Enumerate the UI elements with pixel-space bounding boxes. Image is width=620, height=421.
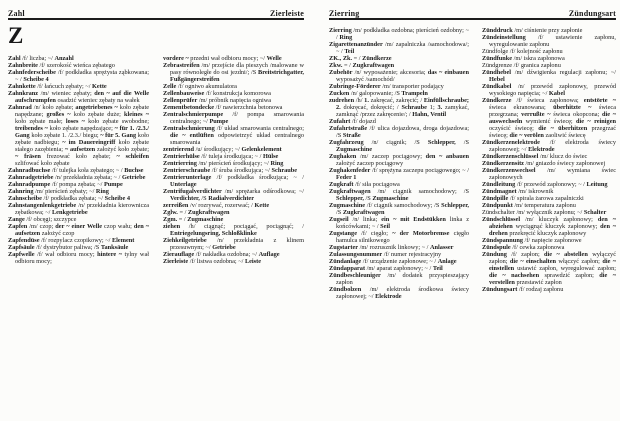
dictionary-entry: Zierring /m/ podkładka ozdobna; pierścień ozdobny; ~ / Ring <box>329 27 469 41</box>
dictionary-entry: Zugfahrzeug /n/ ciągnik; /S Schlepper, /S Zugmaschine <box>329 139 469 153</box>
dictionary-entry: Zentrifugalverdichter /m/ sprężarka odśrodkowa; ~/ Verdichter, /S Radialverdichter <box>163 188 304 202</box>
dictionary-entry: Zündung /f/ zapłon; die ~ abstellen wyłączyć zapłon; die ~ einschalten włączyć zapłon; die ~ einstellen ustawić zapłon, wyregulować zapłon; die ~ nachsehen sprawdzić zapłon; die ~ verstellen przestawić zapłon <box>482 251 616 286</box>
dictionary-entry: Zahnkranz /m/ wieniec zębaty; den ~ auf die Welle aufschrumpfen osadzić wieniec zębaty na wałek <box>8 90 149 104</box>
dictionary-entry: Zughaken /m/ zaczep pociągowy; den ~ anbauen założyć zaczep pociągowy <box>329 153 469 167</box>
dictionary-entry: Zentralschmierung /f/ układ smarowania centralnego; die ~ entlüften odpowietrzyć układ centralnego smarowania <box>163 125 304 146</box>
dictionary-entry: Zebrastreifen /m/ przejście dla pieszych /malowane w pasy równoległe do osi jezdni/; /S Breitstrichgatter, Fußgängerstreifen <box>163 62 304 83</box>
dictionary-entry: Zündschalter /m/ wyłącznik zapłonu; ~/ Schalter <box>482 209 607 216</box>
dictionary-entry: Zündbeschleuniger /m/ dodatek przyspieszający zapłon <box>329 272 469 286</box>
dictionary-entry: ZK., Zk. = / Zündkerze <box>329 55 392 62</box>
dictionary-entry: Zugstange /f/ cięgło; ~ der Motorbremse cięgło hamulca silnikowego <box>329 230 469 244</box>
dictionary-entry: Zellenprüfer /m/ próbnik napięcia ogniwa <box>163 97 272 104</box>
dictionary-entry: Zündschlüssel /m/ kluczyk zapłonowy; den ~ abziehen wyciągnąć kluczyk zapłonowy; den ~ drehen przekręcić kluczyk zapłonowy <box>482 216 616 237</box>
dictionary-entry: Zigarettenanzünder /m/ zapalniczka /samochodowa/; ~ / Teil <box>329 41 469 55</box>
dictionary-entry: Zahnrad /n/ koło zębate; angetriebenes ~ koło zębate napędzane; großes ~ koło zębate duże; kleines ~ koło zębate małe; loses ~ koło zębate swobodne; treibendes ~ koło zębate napędzające; ~ für 1. /2.3./ Gang koło zębate 1. /2.3./ biegu; ~ für 5. Gang koło zębate nadbiegu; ~ im Dauereingriff koło zębate stałego zazębienia; ~ aufsetzen założyć koło zębate; ~ fräsen frezować koło zębate; ~ schleifen szlifować koło zębate <box>8 104 150 167</box>
dictionary-entry: Zahnbreite /f/ szerokość wieńca zębatego <box>8 62 115 69</box>
dictionary-entry: Zughakenfeder /f/ sprężyna zaczepu pociągowego; ~ / Feder 1 <box>329 167 469 181</box>
text-column-4 <box>482 27 616 293</box>
dictionary-entry: zerreißen /v/ rozrywać, rozerwać; / Kette <box>163 202 270 209</box>
dictionary-entry: Zündkerze /f/ świeca zapłonowa; entstörte ~ świeca ekranowana; überhitzte ~ świeca przegrzana; verrußte ~ świeca okopcona; die ~ auswechseln wymienić świecę; die ~ reinigen oczyścić świecę; die ~ überhitzen przegrzać świecę; die ~ verölen zaoliwić świecę <box>482 97 617 139</box>
guide-word-first-left: Zahl <box>8 9 25 18</box>
dictionary-entry: Zglw. = / Zugkraftwagen <box>163 209 230 216</box>
dictionary-entry: Zündkerzenelektrode /f/ elektroda świecy zapłonowej; ~/ Elektrode <box>482 139 616 153</box>
dictionary-entry: Zündfolge /f/ kolejność zapłonu <box>482 48 563 55</box>
dictionary-entry: Zündspule /f/ cewka zapłonowa <box>482 244 565 251</box>
guide-word-last-left: Zierleiste <box>270 9 304 18</box>
text-column-3 <box>329 27 469 300</box>
dictionary-entry: Zentrierunterlage /f/ podkładka środkująca; ~ / Unterlage <box>163 174 304 188</box>
dictionary-entry: Zellenbauweise /f/ konstrukcja komorowa <box>163 90 271 97</box>
dictionary-entry: vordere ~ przedni wał odbioru mocy; ~/ Welle <box>163 55 282 62</box>
dictionary-entry: Zentralschmierpumpe /f/ pompa smarowania centralnego; ~/ Pumpe <box>163 111 304 125</box>
dictionary-entry: Zufahrtstraße /f/ ulica dojazdowa, droga dojazdowa; /S Straße <box>329 125 469 139</box>
dictionary-entry: Zapfen /m/ czop; der ~ einer Welle czop wału; den ~ aufsetzen założyć czop <box>8 223 149 237</box>
dictionary-entry: Zündmagnet /m/ iskrownik <box>482 188 554 195</box>
dictionary-entry: Zündhebel /m/ dźwigienka regulacji zapłonu; ~/ Hebel <box>482 69 616 83</box>
dictionary-entry: Zufahrt /f/ dojazd <box>329 118 376 125</box>
dictionary-entry: Zugkraft /f/ siła pociągowa <box>329 181 400 188</box>
dictionary-entry: Zugkraftwagen /m/ ciągnik samochodowy; /S Schlepper, /S Zugmaschine <box>329 188 469 202</box>
dictionary-entry: Zahnfederscheibe /f/ podkładka sprężysta ząbkowana; ~ / Scheibe 4 <box>8 69 149 83</box>
dictionary-entry: Zündpunkt /m/ temperatura zapłonu <box>482 202 576 209</box>
dictionary-entry: Zündkerzensitz /m/ gniazdo świecy zapłonowej <box>482 160 606 167</box>
dictionary-entry: Zementbetondecke /f/ nawierzchnia betonowa <box>163 104 283 111</box>
dictionary-entry: Zentrierring /m/ pierścień środkujący; ~/ Ring <box>163 160 284 167</box>
dictionary-entry: Ziehkeilgetriebe /n/ przekładnia z klinem przesuwnym; ~/ Getriebe <box>163 237 304 251</box>
dictionary-entry: Zubehör /n/ wyposażenie; akcesoria; das ~ einbauen wyposażyć /samochód/ <box>329 69 469 83</box>
text-column-2 <box>163 55 304 265</box>
dictionary-entry: Zündeinstellung /f/ ustawienie zapłonu, wyregulowanie zapłonu <box>482 34 616 48</box>
dictionary-entry: Zahnring /m/ pierścień zębaty; ~/ Ring <box>8 188 109 195</box>
dictionary-entry: zentrierend /u/ środkujący; ~/ Gelenkelement <box>163 146 282 153</box>
dictionary-entry: Zgm. = / Zugmaschine <box>163 216 224 223</box>
dictionary-entry: Zündanlage /f/ urządzenie zapłonowe; ~ / Anlage <box>329 258 457 265</box>
dictionary-entry: Zubringe-Förderer /m/ transporter podający <box>329 83 444 90</box>
dictionary-entry: Zahl /f/ liczba; ~/ Anzahl <box>8 55 74 62</box>
dictionary-entry: Zierleiste /f/ listwa ozdobna; ~/ Leiste <box>163 258 262 265</box>
dictionary-entry: Zkw. = / Zugkraftwagen <box>329 62 395 69</box>
dictionary-entry: Zündpille /f/ spirala żarowa zapalniczki <box>482 195 584 202</box>
dictionary-entry: Zugstarter /m/ rozrusznik linkowy; ~ / Anlasser <box>329 244 454 251</box>
dictionary-entry: Zündgrenze /f/ granica zapłonu <box>482 62 561 69</box>
dictionary-entry: Zahnstangenlenkgetriebe /n/ przekładnia kierownicza zębatkowa; ~/ Lenkgetriebe <box>8 202 149 216</box>
section-letter: Z <box>8 23 24 48</box>
dictionary-entry: ziehen /h/ ciągnąć; pociągać, pociągnąć; / Entriegelungsring, Schloßklinke <box>163 223 304 237</box>
dictionary-entry: Zündkabel /n/ przewód zapłonowy, przewód wysokiego napięcia; ~/ Kabel <box>482 83 616 97</box>
dictionary-entry: Zentrierschraube /f/ śruba środkująca; ~/ Schraube <box>163 167 298 174</box>
dictionary-entry: Zahnscheibe /f/ podkładka zębata; ~/ Scheibe 4 <box>8 195 131 202</box>
dictionary-entry: Zündleitung /f/ przewód zapłonowy; ~ / Leitung <box>482 181 608 188</box>
dictionary-entry: Zapfwelle /f/ wał odbioru mocy; hintere ~ tylny wał odbioru mocy; <box>8 251 149 265</box>
dictionary-entry: Zahnradbuchse /f/ tulejka koła zębatego; ~ / Buchse <box>8 167 144 174</box>
text-column-1 <box>8 55 149 265</box>
dictionary-entry: Zange /f/ obcęgi; szczypce <box>8 216 77 223</box>
dictionary-entry: Zündapparat /m/ aparat zapłonowy; ~ / Teil <box>329 265 443 272</box>
dictionary-entry: Zündbolzen /m/ elektroda środkowa świecy zapłonowej; ~/ Elektrode <box>329 286 469 300</box>
dictionary-entry: Zündspannung /f/ napięcie zapłonowe <box>482 237 582 244</box>
dictionary-entry: Zündfunke /m/ iskra zapłonowa <box>482 55 565 62</box>
dictionary-entry: Zünddruck /m/ ciśnienie przy zapłonie <box>482 27 583 34</box>
guide-word-first-right: Zierring <box>329 9 360 18</box>
guide-words-left-page <box>8 7 304 20</box>
dictionary-entry: Zelle /f/ ogniwo akumulatora <box>163 83 237 90</box>
dictionary-entry: Zierauflage /f/ nakładka ozdobna; ~/ Auflage <box>163 251 280 258</box>
guide-words-right-page <box>329 7 616 20</box>
dictionary-entry: Zündungsart /f/ rodzaj zapłonu <box>482 286 564 293</box>
dictionary-entry: Zündkerzenwechsel /m/ wymiana świec zapłonowych <box>482 167 616 181</box>
dictionary-entry: Zugseil /n/ linka; ein ~ mit Endstükken linka z końcówkami; ~ / Seil <box>329 216 469 230</box>
dictionary-entry: Zapfsäule /f/ dystrybutor paliwa; /S Tanksäule <box>8 244 129 251</box>
dictionary-entry: Zucken /n/ galopowanie; /S Trampeln <box>329 90 428 97</box>
dictionary-entry: Zulassungsnummer /f/ numer rejestracyjny <box>329 251 442 258</box>
dictionary-entry: Zahnradpumpe /f/ pompa zębata; ~/ Pumpe <box>8 181 123 188</box>
dictionary-entry: Zahnkette /f/ łańcuch zębaty; ~/ Kette <box>8 83 107 90</box>
dictionary-entry: Zapfendüse /f/ rozpylacz czopikowy; ~/ Element <box>8 237 135 244</box>
dictionary-entry: Zugmaschine /f/ ciągnik samochodowy; /S Schlepper, /S Zugkraftwagen <box>329 202 469 216</box>
dictionary-entry: zudrehen /h/ 1. zakręcać, zakręcić; / Einfüllschraube; 2. dokręcać, dokręcić; / Schraube 1; 3. zamykać, zamknąć /przez zakręcenie/; / Hahn, Ventil <box>329 97 469 118</box>
guide-word-last-right: Zündungsart <box>568 9 616 18</box>
dictionary-entry: Zentrierhülse /f/ tuleja środkująca; ~ / Hülse <box>163 153 279 160</box>
dictionary-entry: Zündkerzenschlüssel /m/ klucz do świec <box>482 153 588 160</box>
dictionary-entry: Zahnradgetriebe /n/ przekładnia zębata; ~ / Getriebe <box>8 174 146 181</box>
